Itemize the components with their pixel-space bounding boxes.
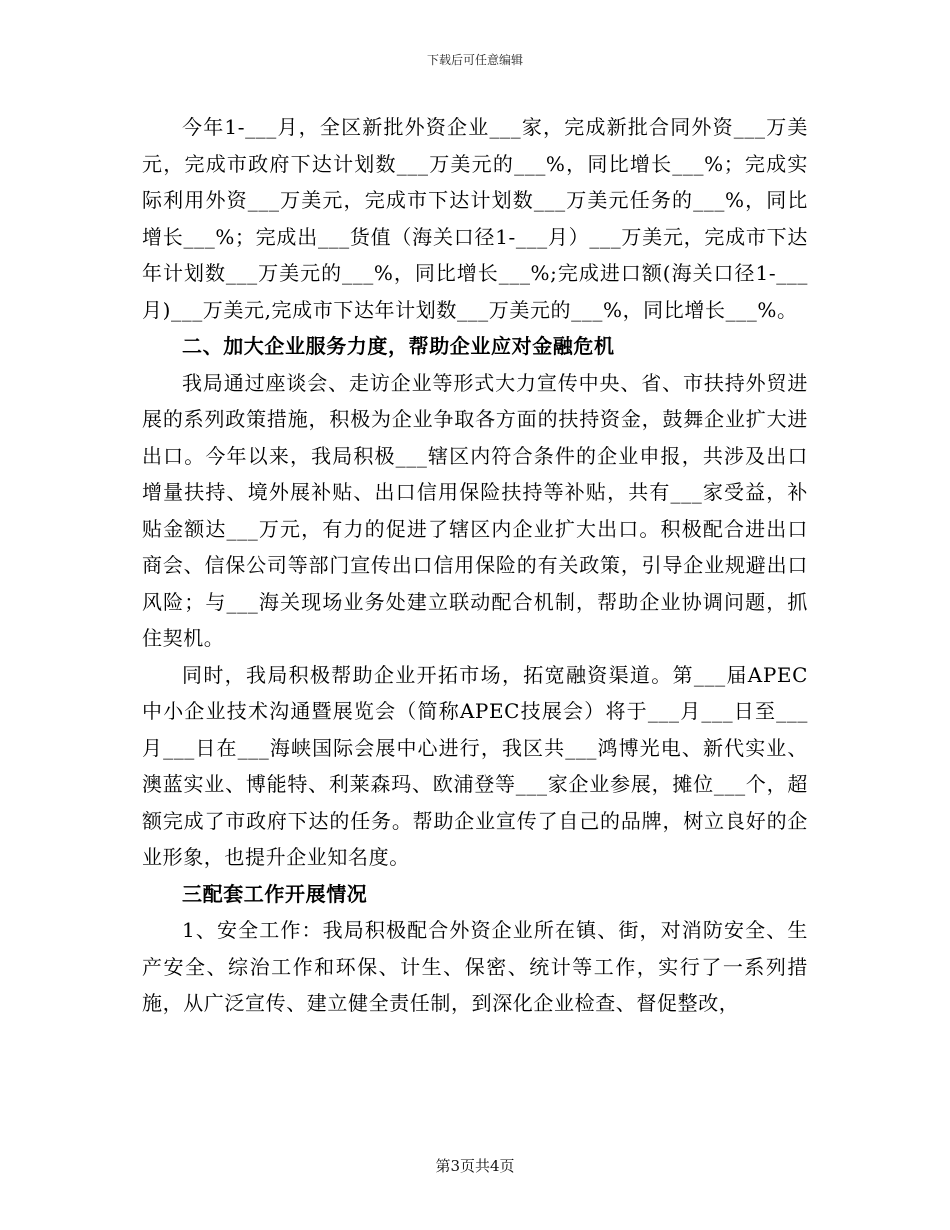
page-number: 第3页共4页 bbox=[435, 1157, 515, 1175]
section-heading-supporting-work: 三配套工作开展情况 bbox=[182, 881, 368, 906]
section-heading-enterprise-service: 二、加大企业服务力度，帮助企业应对金融危机 bbox=[182, 334, 615, 358]
paragraph-foreign-investment-stats: 今年1-___月，全区新批外资企业___家，完成新批合同外资___万美元，完成市政府下达计划数___万美元的___%，同比增长___%；完成实际利用外资___万美元，完成市下达计划数___万美元任务的___%，同比增长___%；完成出___货值（海关口径1-___月）___万美元，完成市下达年计划数___万美元的___%，同比增长___%;完成进口额(海关口径1-___月)___万美元,完成市下达年计划数___万美元的___%，同比增长___%。 bbox=[142, 115, 808, 322]
page-header: 下载后可任意编辑 bbox=[426, 53, 523, 67]
document-body bbox=[142, 109, 808, 1022]
paragraph-market-expansion: 同时，我局积极帮助企业开拓市场，拓宽融资渠道。第___届APEC中小企业技术沟通暨展览会（简称APEC技展会）将于___月___日至___月___日在___海峡国际会展中心进行，我区共___鸿博光电、新代实业、澳蓝实业、博能特、利莱森玛、欧浦登等___家企业参展，摊位___个，超额完成了市政府下达的任务。帮助企业宣传了自己的品牌，树立良好的企业形象，也提升企业知名度。 bbox=[142, 662, 808, 869]
paragraph-safety-work: 1、安全工作：我局积极配合外资企业所在镇、街，对消防安全、生产安全、综治工作和环保、计生、保密、统计等工作，实行了一系列措施，从广泛宣传、建立健全责任制，到深化企业检查、督促整改， bbox=[142, 918, 808, 1015]
paragraph-policy-support: 我局通过座谈会、走访企业等形式大力宣传中央、省、市扶持外贸进展的系列政策措施，积极为企业争取各方面的扶持资金，鼓舞企业扩大进出口。今年以来，我局积极___辖区内符合条件的企业申报，共涉及出口增量扶持、境外展补贴、出口信用保险扶持等补贴，共有___家受益，补贴金额达___万元，有力的促进了辖区内企业扩大出口。积极配合进出口商会、信保公司等部门宣传出口信用保险的有关政策，引导企业规避出口风险；与___海关现场业务处建立联动配合机制，帮助企业协调问题，抓住契机。 bbox=[142, 370, 808, 650]
